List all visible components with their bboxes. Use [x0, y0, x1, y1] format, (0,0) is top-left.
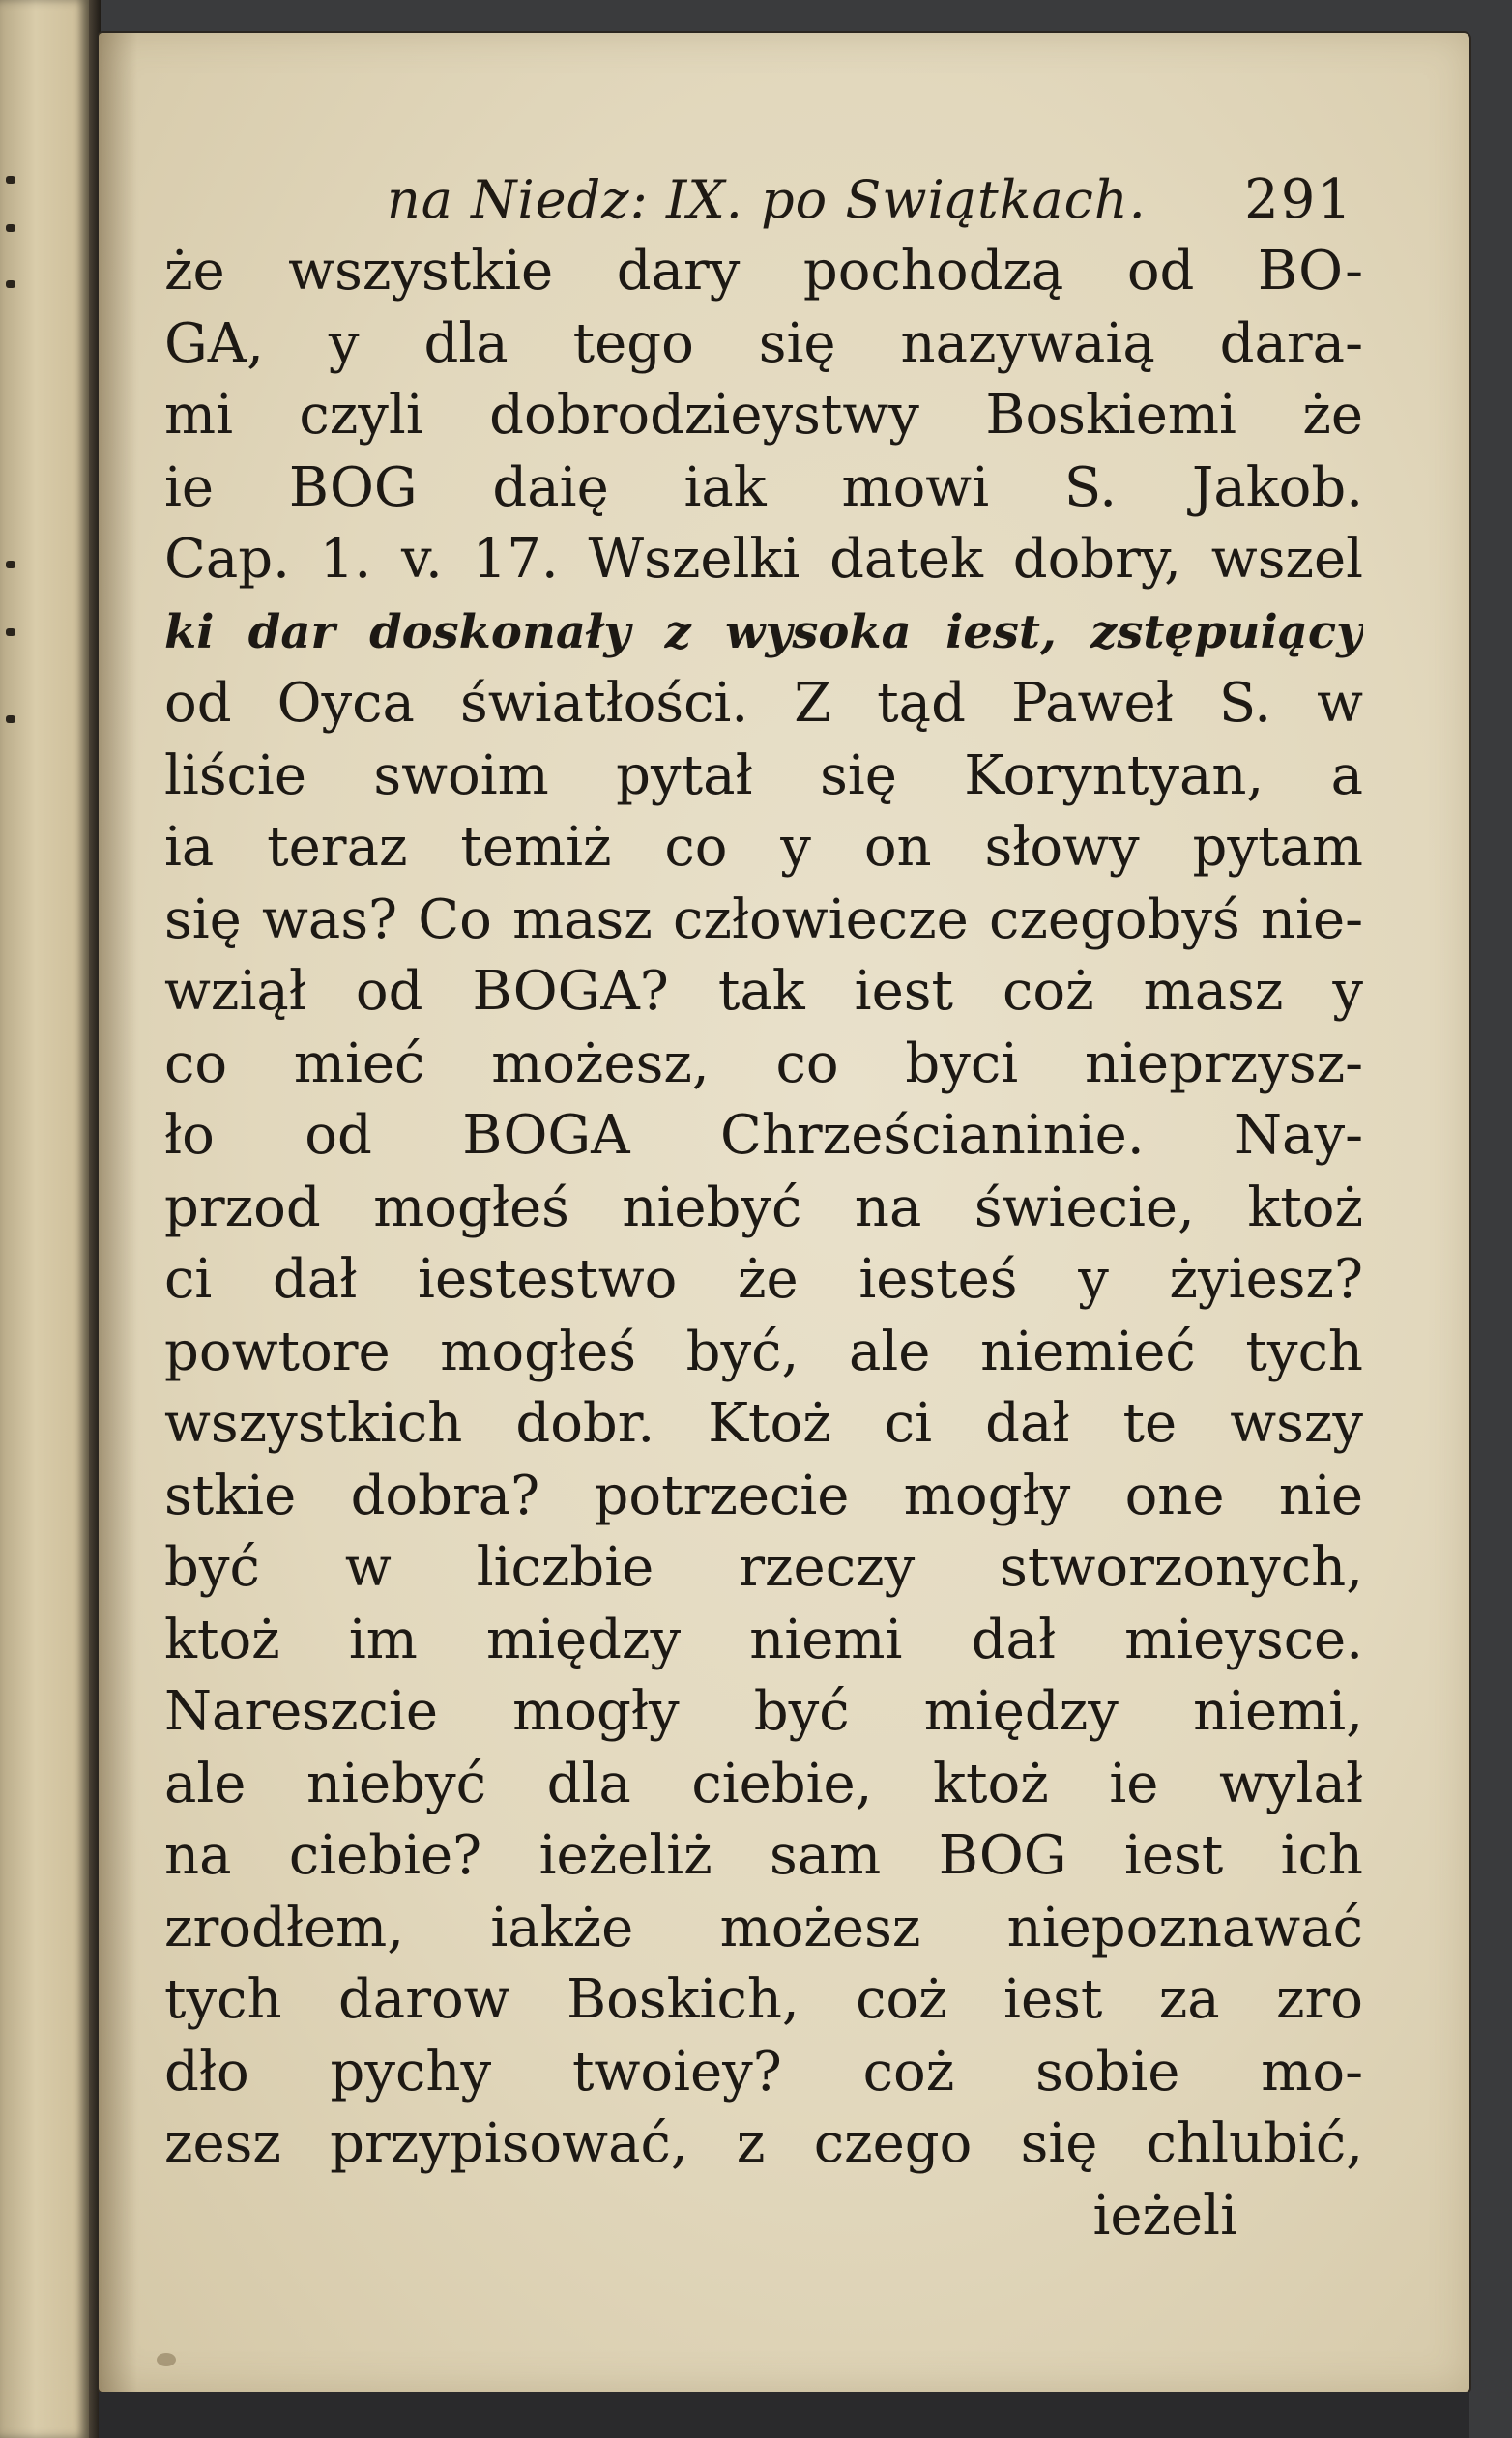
text-line: być w liczbie rzeczy stworzonych,	[164, 1536, 1363, 1599]
text-line: ci dał iestestwo że iesteś y żyiesz?	[164, 1248, 1363, 1311]
text-line: zrodłem, iakże możesz niepoznawać	[164, 1896, 1363, 1959]
adjacent-page-edge	[0, 0, 89, 2438]
text-line: od Oyca światłości. Z tąd Paweł S. w	[164, 672, 1363, 735]
text-line: ki dar doskonały z wysoka iest, zstępuiący	[164, 604, 1363, 659]
text-line: Cap. 1. v. 17. Wszelki datek dobry, wszel	[164, 528, 1363, 591]
book-page	[99, 33, 1469, 2392]
catchword: ieżeli	[1092, 2184, 1237, 2248]
text-line: przod mogłeś niebyć na świecie, ktoż	[164, 1175, 1363, 1239]
page-number: 291	[1244, 168, 1353, 231]
text-line: co mieć możesz, co byci nieprzysz-	[164, 1031, 1363, 1095]
text-line: wszystkich dobr. Ktoż ci dał te wszy	[164, 1392, 1363, 1455]
text-line: tych darow Boskich, coż iest za zro	[164, 1968, 1363, 2031]
text-line: stkie dobra? potrzecie mogły one nie	[164, 1464, 1363, 1527]
text-line: Nareszcie mogły być między niemi,	[164, 1680, 1363, 1743]
text-line: wziął od BOGA? tak iest coż masz y	[164, 960, 1363, 1023]
text-line: ie BOG daię iak mowi S. Jakob.	[164, 455, 1363, 519]
text-line: liście swoim pytał się Koryntyan, a	[164, 743, 1363, 807]
text-line: zesz przypisować, z czego się chlubić,	[164, 2112, 1363, 2175]
paper-stain	[157, 2353, 176, 2366]
text-line: ło od BOGA Chrześcianinie. Nay-	[164, 1104, 1363, 1167]
text-line: na ciebie? ieżeliż sam BOG iest ich	[164, 1824, 1363, 1887]
text-line: że wszystkie dary pochodzą od BO-	[164, 240, 1363, 303]
text-line: ale niebyć dla ciebie, ktoż ie wylał	[164, 1752, 1363, 1815]
text-line: dło pychy twoiey? coż sobie mo-	[164, 2040, 1363, 2104]
running-head-title: na Niedz: IX. po Swiątkach.	[387, 169, 1147, 230]
text-line: GA, y dla tego się nazywaią dara-	[164, 311, 1363, 375]
text-line: ia teraz temiż co y on słowy pytam	[164, 816, 1363, 879]
running-head	[271, 168, 1353, 231]
scan-background	[99, 2392, 1469, 2438]
text-line: ktoż im między niemi dał mieysce.	[164, 1608, 1363, 1671]
text-line: się was? Co masz człowiecze czegobyś nie-	[164, 887, 1363, 951]
text-line: powtore mogłeś być, ale niemieć tych	[164, 1320, 1363, 1383]
text-line: mi czyli dobrodzieystwy Boskiemi że	[164, 384, 1363, 447]
body-text	[164, 236, 1363, 2252]
